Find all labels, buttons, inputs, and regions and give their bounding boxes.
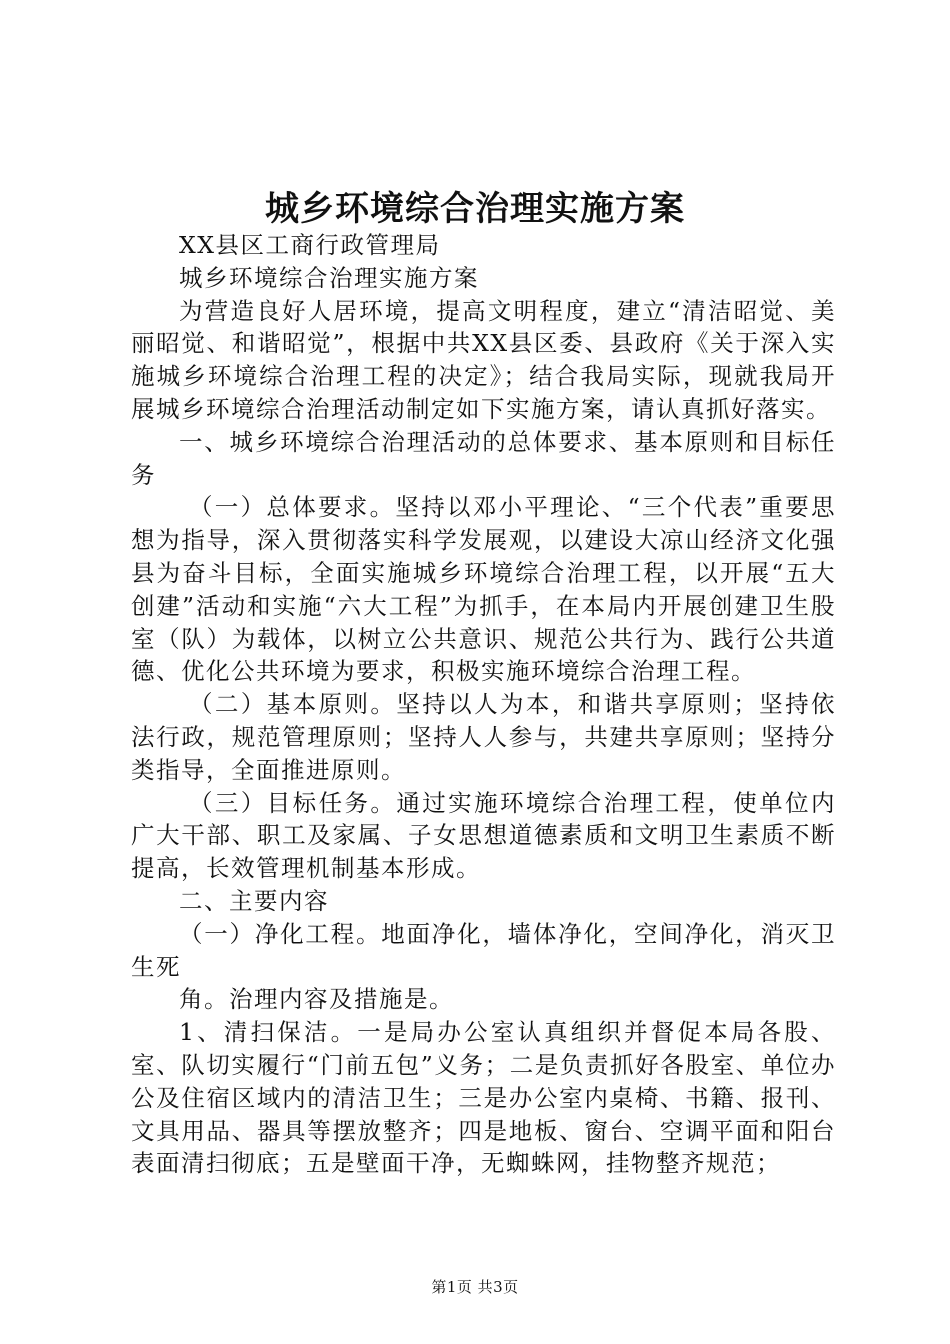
section-heading-1: 一、城乡环境综合治理活动的总体要求、基本原则和目标任务 [131, 427, 836, 489]
paragraph-intro: 为营造良好人居环境，提高文明程度，建立“清洁昭觉、美丽昭觉、和谐昭觉”，根据中共XX县区委、县政府《关于深入实施城乡环境综合治理工程的决定》；结合我局实际，现就我局开展城乡环境综合治理活动制定如下实施方案，请认真抓好落实。 [131, 296, 836, 423]
paragraph-purification-project: （一）净化工程。地面净化，墙体净化，空间净化，消灭卫生死 [131, 919, 836, 981]
paragraph-subtitle: 城乡环境综合治理实施方案 [179, 263, 479, 292]
paragraph-overall-requirements: （一）总体要求。坚持以邓小平理论、“三个代表”重要思想为指导，深入贯彻落实科学发展观，以建设大凉山经济文化强县为奋斗目标，全面实施城乡环境综合治理工程，以开展“五大创建”活动和实施“六大工程”为抓手，在本局内开展创建卫生股室（队）为载体，以树立公共意识、规范公共行为、践行公共道德、优化公共环境为要求，积极实施环境综合治理工程。 [131, 493, 836, 686]
document-body [131, 229, 836, 1180]
paragraph-cleaning: 1、清扫保洁。一是局办公室认真组织并督促本局各股、室、队切实履行“门前五包”义务；二是负责抓好各股室、单位办公及住宿区域内的清洁卫生；三是办公室内桌椅、书籍、报刊、文具用品、器具等摆放整齐；四是地板、窗台、空调平面和阳台表面清扫彻底；五是壁面干净，无蜘蛛网，挂物整齐规范； [131, 1018, 836, 1178]
paragraph-measures: 角。治理内容及措施是。 [179, 985, 454, 1014]
paragraph-basic-principles: （二）基本原则。坚持以人为本，和谐共享原则；坚持依法行政，规范管理原则；坚持人人参与，共建共享原则；坚持分类指导，全面推进原则。 [131, 690, 836, 784]
section-heading-2: 二、主要内容 [179, 886, 329, 915]
document-title: 城乡环境综合治理实施方案 [265, 189, 685, 229]
paragraph-issuer: XX县区工商行政管理局 [179, 231, 441, 259]
page-footer: 第1页 共3页 [431, 1278, 519, 1296]
paragraph-target-tasks: （三）目标任务。通过实施环境综合治理工程，使单位内广大干部、职工及家属、子女思想道德素质和文明卫生素质不断提高，长效管理机制基本形成。 [131, 788, 836, 883]
